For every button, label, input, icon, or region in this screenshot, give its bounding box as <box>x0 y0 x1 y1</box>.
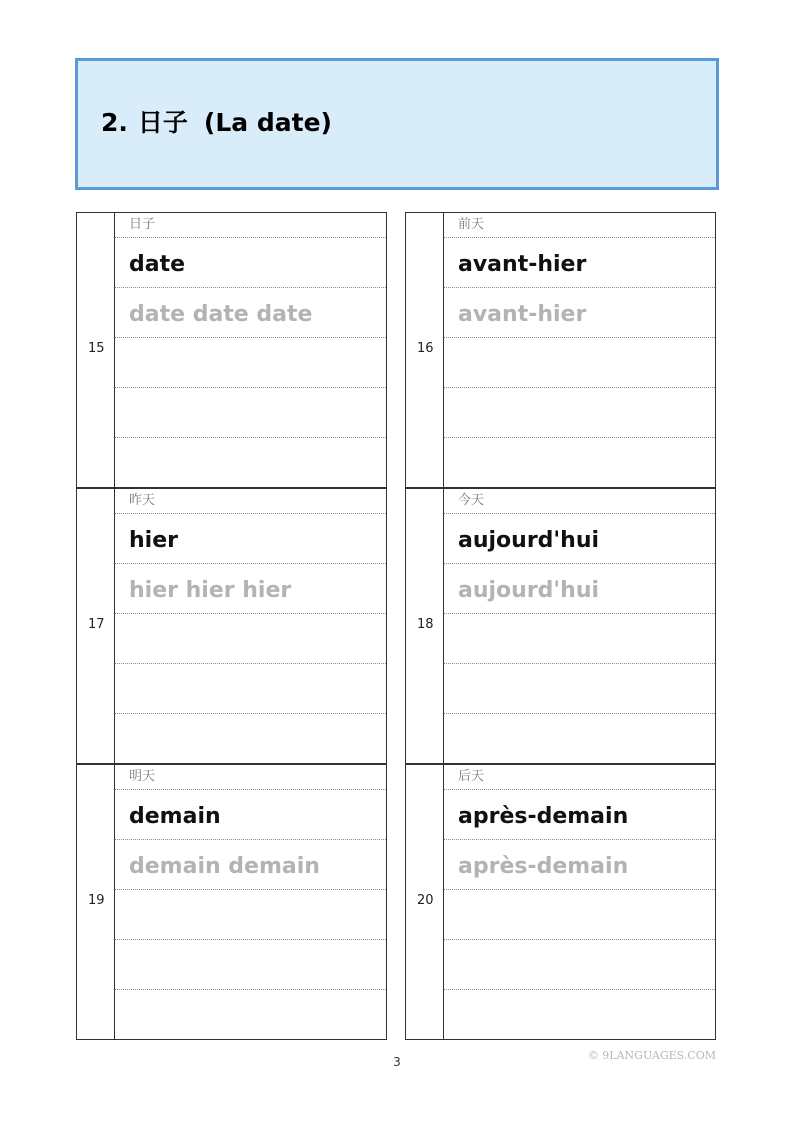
card-number-column <box>76 489 115 763</box>
trace-text: date date date <box>129 302 313 327</box>
card-writing-area <box>444 489 716 763</box>
guide-line <box>115 387 386 388</box>
guide-line <box>115 839 386 840</box>
french-word: avant-hier <box>458 252 587 277</box>
guide-line <box>115 789 386 790</box>
guide-line <box>444 337 715 338</box>
vocab-card-19 <box>76 764 387 1040</box>
section-number: 2. <box>101 108 128 137</box>
guide-line <box>444 437 715 438</box>
section-title <box>101 107 332 139</box>
guide-line <box>115 939 386 940</box>
chinese-hint: 后天 <box>458 769 485 784</box>
guide-line <box>115 237 386 238</box>
guide-line <box>444 939 715 940</box>
trace-text: après-demain <box>458 854 629 879</box>
copyright-notice: © 9LANGUAGES.COM <box>587 1049 716 1062</box>
trace-text: aujourd'hui <box>458 578 600 603</box>
guide-line <box>444 287 715 288</box>
guide-line <box>444 563 715 564</box>
guide-line <box>444 989 715 990</box>
card-number: 17 <box>88 617 105 632</box>
card-number: 18 <box>417 617 434 632</box>
guide-line <box>115 337 386 338</box>
guide-line <box>115 663 386 664</box>
guide-line <box>115 563 386 564</box>
vocab-card-18 <box>405 488 716 764</box>
card-writing-area <box>115 213 387 487</box>
french-word: après-demain <box>458 804 629 829</box>
guide-line <box>115 713 386 714</box>
guide-line <box>444 613 715 614</box>
chinese-hint: 昨天 <box>129 493 156 508</box>
card-number: 20 <box>417 893 434 908</box>
chinese-hint: 明天 <box>129 769 156 784</box>
guide-line <box>444 889 715 890</box>
chinese-hint: 今天 <box>458 493 485 508</box>
guide-line <box>115 613 386 614</box>
guide-line <box>444 237 715 238</box>
chinese-hint: 前天 <box>458 217 485 232</box>
vocab-card-16 <box>405 212 716 488</box>
chinese-hint: 日子 <box>129 217 156 232</box>
card-number-column <box>76 765 115 1039</box>
guide-line <box>444 789 715 790</box>
french-word: date <box>129 252 186 277</box>
card-writing-area <box>444 213 716 487</box>
trace-text: avant-hier <box>458 302 587 327</box>
card-number: 16 <box>417 341 434 356</box>
french-word: hier <box>129 528 178 553</box>
guide-line <box>115 437 386 438</box>
french-word: aujourd'hui <box>458 528 600 553</box>
guide-line <box>115 513 386 514</box>
guide-line <box>115 889 386 890</box>
trace-text: hier hier hier <box>129 578 292 603</box>
card-number: 15 <box>88 341 105 356</box>
card-number-column <box>405 489 444 763</box>
card-writing-area <box>444 765 716 1039</box>
guide-line <box>444 713 715 714</box>
card-number-column <box>405 765 444 1039</box>
vocab-card-17 <box>76 488 387 764</box>
page-number: 3 <box>393 1055 401 1069</box>
guide-line <box>444 663 715 664</box>
guide-line <box>444 387 715 388</box>
guide-line <box>444 839 715 840</box>
vocab-card-15 <box>76 212 387 488</box>
guide-line <box>115 287 386 288</box>
section-title-box <box>75 58 719 190</box>
section-title-chinese: 日子 <box>137 108 188 137</box>
card-writing-area <box>115 489 387 763</box>
card-number-column <box>76 213 115 487</box>
guide-line <box>444 513 715 514</box>
card-number-column <box>405 213 444 487</box>
card-number: 19 <box>88 893 105 908</box>
trace-text: demain demain <box>129 854 320 879</box>
section-title-french: (La date) <box>203 108 332 137</box>
guide-line <box>115 989 386 990</box>
vocab-card-20 <box>405 764 716 1040</box>
french-word: demain <box>129 804 221 829</box>
card-writing-area <box>115 765 387 1039</box>
